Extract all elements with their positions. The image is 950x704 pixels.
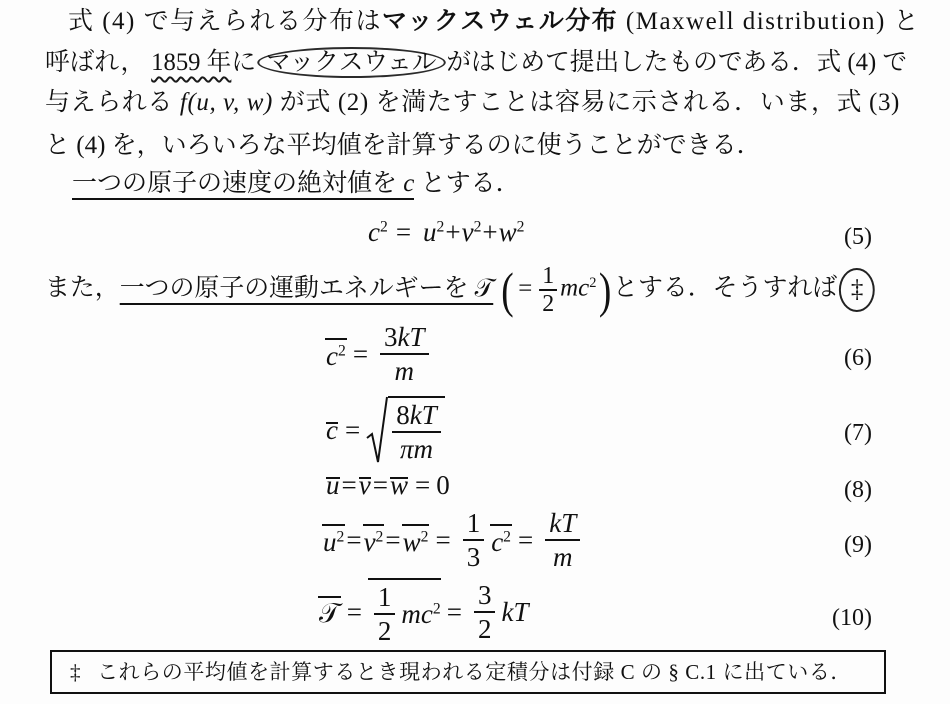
fraction-one-half bbox=[374, 582, 396, 646]
mean-w-squared bbox=[402, 524, 430, 557]
exponent: 2 bbox=[420, 527, 429, 545]
coefficient: 8 bbox=[396, 400, 410, 430]
denominator: 2 bbox=[377, 616, 392, 646]
symbol-c: c bbox=[326, 415, 338, 445]
mean-w bbox=[389, 470, 409, 500]
mean-c bbox=[325, 415, 339, 445]
symbol-u: u bbox=[326, 470, 340, 500]
equals-sign: = bbox=[346, 597, 362, 627]
equation-number-6: (6) bbox=[844, 345, 872, 371]
mean-c-squared bbox=[325, 338, 347, 371]
line-6-text bbox=[45, 263, 875, 317]
numerator: 1 bbox=[463, 508, 485, 541]
exponent: 2 bbox=[473, 218, 482, 236]
symbol-w: w bbox=[498, 217, 517, 247]
speed-definition-text: 一つの原子の速度の絶対値を bbox=[72, 170, 404, 197]
line-2-particle: に bbox=[231, 49, 257, 76]
underlined-definition-energy bbox=[119, 272, 494, 305]
energy-definition-text: 一つの原子の運動エネルギーを bbox=[119, 274, 475, 302]
exponent: 2 bbox=[336, 527, 345, 545]
denominator: 3 bbox=[466, 542, 481, 572]
numerator bbox=[380, 322, 429, 355]
equation-6 bbox=[325, 322, 435, 386]
open-parenthesis: ( bbox=[501, 262, 515, 318]
mean-c-squared bbox=[490, 524, 512, 557]
fraction-kT-over-m bbox=[545, 508, 580, 572]
line-2-tail: がはじめて提出したものである．式 (4) で bbox=[446, 49, 908, 76]
plus-sign: + bbox=[445, 217, 461, 247]
footnote-text: これらの平均値を計算するとき現われる定積分は付録 C の § C.1 に出ている． bbox=[97, 660, 853, 684]
exponent: 2 bbox=[432, 600, 441, 618]
year-handwritten-underline: 1859 年 bbox=[151, 49, 232, 76]
term-maxwell-distribution: マックスウェル分布 bbox=[382, 8, 619, 35]
term-kT: kT bbox=[501, 597, 529, 627]
footnote-text-wrap bbox=[70, 653, 852, 691]
equation-number-7: (7) bbox=[844, 420, 872, 446]
line-2-lead: 呼ばれ， bbox=[45, 49, 146, 76]
mean-kinetic-energy: 𝒯 bbox=[319, 597, 340, 629]
line-1-lead: 式 (4) で与えられる分布は bbox=[68, 8, 383, 35]
equals-sign: = bbox=[341, 470, 357, 500]
symbol-c: c bbox=[326, 340, 338, 371]
line-1-text bbox=[68, 5, 920, 39]
exponent: 2 bbox=[337, 341, 346, 359]
c-squared bbox=[368, 216, 388, 248]
line-6-lead: また， bbox=[45, 274, 120, 302]
zero: 0 bbox=[436, 470, 450, 500]
symbol-c: c bbox=[491, 526, 504, 557]
equals-sign: = bbox=[346, 525, 362, 555]
equation-10 bbox=[318, 580, 528, 644]
equation-number-8: (8) bbox=[844, 477, 872, 503]
equation-5 bbox=[368, 200, 525, 264]
term-mc: mc bbox=[560, 274, 590, 302]
footnote-line bbox=[70, 653, 852, 691]
paragraph-line-5 bbox=[72, 167, 552, 201]
fraction-three-halves bbox=[474, 580, 496, 644]
equals-sign: = bbox=[446, 597, 462, 627]
symbol-v: v bbox=[363, 526, 376, 557]
function-f: f bbox=[179, 89, 188, 116]
exponent: 2 bbox=[589, 274, 597, 291]
symbol-w: w bbox=[389, 470, 408, 500]
numerator: 1 bbox=[374, 582, 396, 615]
exponent: 2 bbox=[516, 218, 525, 236]
denominator: πm bbox=[399, 434, 433, 464]
numerator: kT bbox=[545, 508, 580, 541]
close-parenthesis: ) bbox=[598, 262, 611, 318]
symbol-kinetic-energy: 𝒯 bbox=[474, 272, 494, 302]
equation-9 bbox=[322, 508, 586, 572]
equation-number-10: (10) bbox=[832, 605, 872, 631]
paragraph-line-2 bbox=[45, 46, 907, 80]
equals-sign: = bbox=[414, 470, 431, 500]
footnote-mark: ‡ bbox=[70, 660, 82, 684]
line-5-tail: とする． bbox=[414, 170, 521, 197]
mean-v-squared bbox=[363, 524, 385, 557]
fraction-one-third bbox=[463, 508, 485, 572]
line-2-text bbox=[45, 46, 907, 80]
exponent: 2 bbox=[436, 218, 445, 236]
numerator: 1 bbox=[539, 263, 557, 291]
plus-sign: + bbox=[482, 217, 498, 247]
symbol-c: c bbox=[403, 170, 415, 197]
symbol-u: u bbox=[423, 217, 437, 247]
line-3-text bbox=[45, 86, 900, 120]
mean-u bbox=[325, 470, 341, 500]
paragraph-line-3 bbox=[45, 86, 900, 120]
denominator: 2 bbox=[542, 291, 555, 317]
paragraph-line-6 bbox=[45, 260, 875, 320]
equals-sign: = bbox=[395, 217, 412, 247]
line-4-text: と (4) を，いろいろな平均値を計算するのに使うことができる． bbox=[45, 132, 762, 159]
equals-sign: = bbox=[518, 525, 534, 555]
mean-half-mc-squared bbox=[368, 578, 441, 646]
line-1-tail: (Maxwell distribution) と bbox=[618, 8, 920, 35]
denominator: m bbox=[394, 356, 415, 386]
equals-sign: = bbox=[352, 339, 369, 369]
mean-v bbox=[358, 470, 372, 500]
line-6-tail: とする．そうすれば bbox=[613, 274, 838, 302]
numerator: 3 bbox=[474, 580, 496, 613]
equation-number-9: (9) bbox=[844, 532, 872, 558]
symbol-u: u bbox=[323, 526, 337, 557]
function-arguments: (u, v, w) bbox=[187, 89, 273, 116]
equals-sign: = bbox=[435, 525, 451, 555]
exponent: 2 bbox=[503, 527, 511, 545]
symbol-w: w bbox=[402, 526, 421, 557]
symbol-v: v bbox=[461, 217, 474, 247]
equation-number-5: (5) bbox=[844, 224, 872, 250]
numerator bbox=[392, 400, 441, 433]
underlined-definition-speed bbox=[72, 170, 414, 200]
equals-sign: = bbox=[344, 415, 361, 445]
line-3-tail: が式 (2) を満たすことは容易に示される．いま，式 (3) bbox=[272, 89, 900, 116]
symbol-c: c bbox=[368, 217, 380, 247]
variables: kT bbox=[397, 322, 425, 352]
equals-sign: = bbox=[518, 274, 533, 302]
name-handwritten-circle: マックスウェル bbox=[257, 47, 445, 78]
line-5-text bbox=[72, 167, 521, 201]
footnote-mark-handwritten-circle: ‡ bbox=[839, 268, 875, 312]
paragraph-line-4 bbox=[45, 129, 905, 163]
footnote-box bbox=[50, 650, 886, 694]
variables: kT bbox=[409, 400, 437, 430]
term-mc: mc bbox=[401, 599, 433, 629]
paragraph-line-1 bbox=[68, 5, 920, 39]
symbol-v: v bbox=[358, 470, 371, 500]
term-mc-squared bbox=[401, 598, 440, 630]
denominator: 2 bbox=[477, 614, 492, 644]
denominator: m bbox=[552, 542, 573, 572]
equals-sign: = bbox=[385, 525, 401, 555]
exponent: 2 bbox=[379, 218, 388, 236]
equals-sign: = bbox=[372, 470, 388, 500]
fraction-one-half bbox=[539, 263, 557, 317]
fraction-3kT-over-m bbox=[380, 322, 429, 386]
line-3-lead: 与えられる bbox=[45, 89, 180, 116]
sum-of-squares bbox=[423, 216, 524, 248]
exponent: 2 bbox=[375, 527, 384, 545]
mean-u-squared bbox=[322, 524, 345, 557]
coefficient: 3 bbox=[384, 322, 398, 352]
